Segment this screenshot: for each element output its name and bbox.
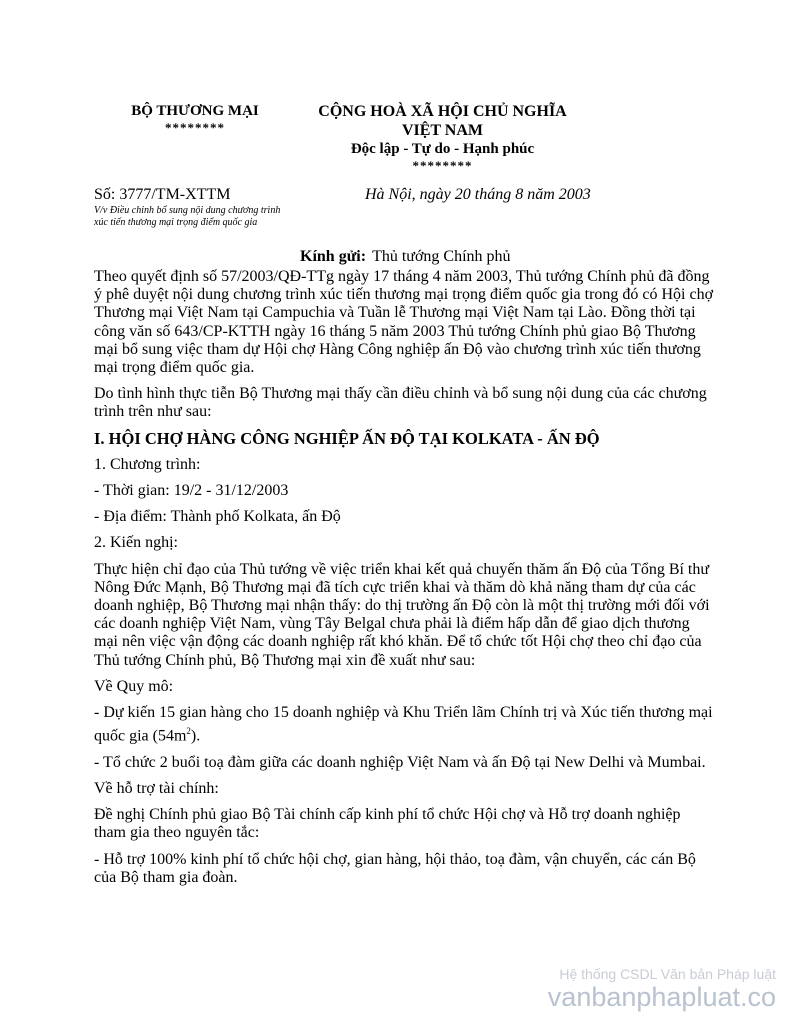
recipient-name: Thủ tướng Chính phủ — [372, 248, 511, 265]
paragraph-intro: Theo quyết định số 57/2003/QĐ-TTg ngày 17 tháng 4 năm 2003, Thủ tướng Chính phủ đã đồng ý phê duyệt nội dung chương trình xúc tiến thương mại trọng điểm quốc gia trong đó có Hội chợ Thương mại Việt Nam tại Campuchia và Tuần lễ Thương mại Việt Nam tại Lào. Đồng thời tại công văn số 643/CP-KTTH ngày 16 tháng 5 năm 2003 Thủ tướng Chính phủ giao Bộ Thương mại bổ sung việc tham dự Hội chợ Hàng Công nghiệp ấn Độ vào chương trình xúc tiến thương mại trọng điểm quốc gia. — [94, 268, 714, 377]
scale-heading: Về Quy mô: — [94, 677, 174, 695]
section-heading-1: I. HỘI CHỢ HÀNG CÔNG NGHIỆP ẤN ĐỘ TẠI KOLKATA - ẤN ĐỘ — [94, 428, 600, 448]
scale-item-1-text: - Dự kiến 15 gian hàng cho 15 doanh nghiệp và Khu Triển lãm Chính trị và Xúc tiến thương mại quốc gia (54m — [94, 704, 713, 745]
document-number: Số: 3777/TM-XTTM — [94, 186, 231, 203]
program-place: - Địa điểm: Thành phố Kolkata, ấn Độ — [94, 508, 341, 526]
ministry-name: BỘ THƯƠNG MẠI — [131, 103, 259, 119]
document-body — [94, 268, 714, 895]
watermark-line1: Hệ thống CSDL Văn bản Pháp luật — [559, 966, 776, 982]
national-header — [300, 102, 585, 173]
scale-item-1-end: ). — [190, 727, 201, 745]
finance-item-1: - Hỗ trợ 100% kinh phí tổ chức hội chợ, gian hàng, hội thảo, toạ đàm, vận chuyển, các cán Bộ của Bộ tham gia đoàn. — [94, 850, 696, 886]
motto-stars: ******** — [412, 158, 473, 173]
document-date: Hà Nội, ngày 20 tháng 8 năm 2003 — [365, 186, 591, 203]
scale-item-1-sup: 2 — [186, 726, 191, 737]
finance-paragraph: Đề nghị Chính phủ giao Bộ Tài chính cấp kinh phí tổ chức Hội chợ và Hỗ trợ doanh nghiệp tham gia theo nguyên tắc: — [94, 806, 681, 842]
item-program: 1. Chương trình: — [94, 455, 201, 473]
country-name-line2: VIỆT NAM — [401, 122, 484, 139]
recipient-line — [300, 248, 511, 266]
item-proposal: 2. Kiến nghị: — [94, 534, 178, 552]
paragraph-proposal: Thực hiện chỉ đạo của Thủ tướng về việc triển khai kết quả chuyến thăm ấn Độ của Tổng Bí thư Nông Đức Mạnh, Bộ Thương mại đã tích cực triển khai và thăm dò khả năng tham dự của các doanh nghiệp, Bộ Thương mại nhận thấy: do thị trường ấn Độ còn là một thị trường mới đối với các doanh nghiệp Việt Nam, vùng Tây Belgal chưa phải là điểm hấp dẫn để giao dịch thương mại nên việc vận động các doanh nghiệp rất khó khăn. Để tổ chức tốt Hội chợ theo chỉ đạo của Thủ tướng Chính phủ, Bộ Thương mại xin đề xuất như sau: — [94, 560, 710, 669]
finance-heading: Về hỗ trợ tài chính: — [94, 780, 219, 797]
scale-item-2: - Tổ chức 2 buổi toạ đàm giữa các doanh nghiệp Việt Nam và ấn Độ tại New Delhi và Mumbai. — [94, 753, 706, 771]
recipient-label: Kính gửi: — [300, 248, 367, 265]
country-name-line1: CỘNG HOÀ XÃ HỘI CHỦ NGHĨA — [318, 103, 567, 120]
ministry-stars: ******** — [165, 120, 225, 135]
watermark-line2: vanbanphapluat.co — [547, 982, 776, 1012]
scale-item-1 — [94, 704, 714, 746]
program-time: - Thời gian: 19/2 - 31/12/2003 — [94, 482, 289, 500]
document-subject: V/v Điều chỉnh bổ sung nội dung chương trình xúc tiến thương mại trọng điểm quốc gia — [94, 205, 281, 228]
motto: Độc lập - Tự do - Hạnh phúc — [350, 141, 535, 157]
paragraph-adjustment: Do tình hình thực tiễn Bộ Thương mại thấy cần điều chỉnh và bổ sung nội dung của các chương trình trên như sau: — [94, 385, 707, 421]
issuer-block — [110, 102, 280, 135]
